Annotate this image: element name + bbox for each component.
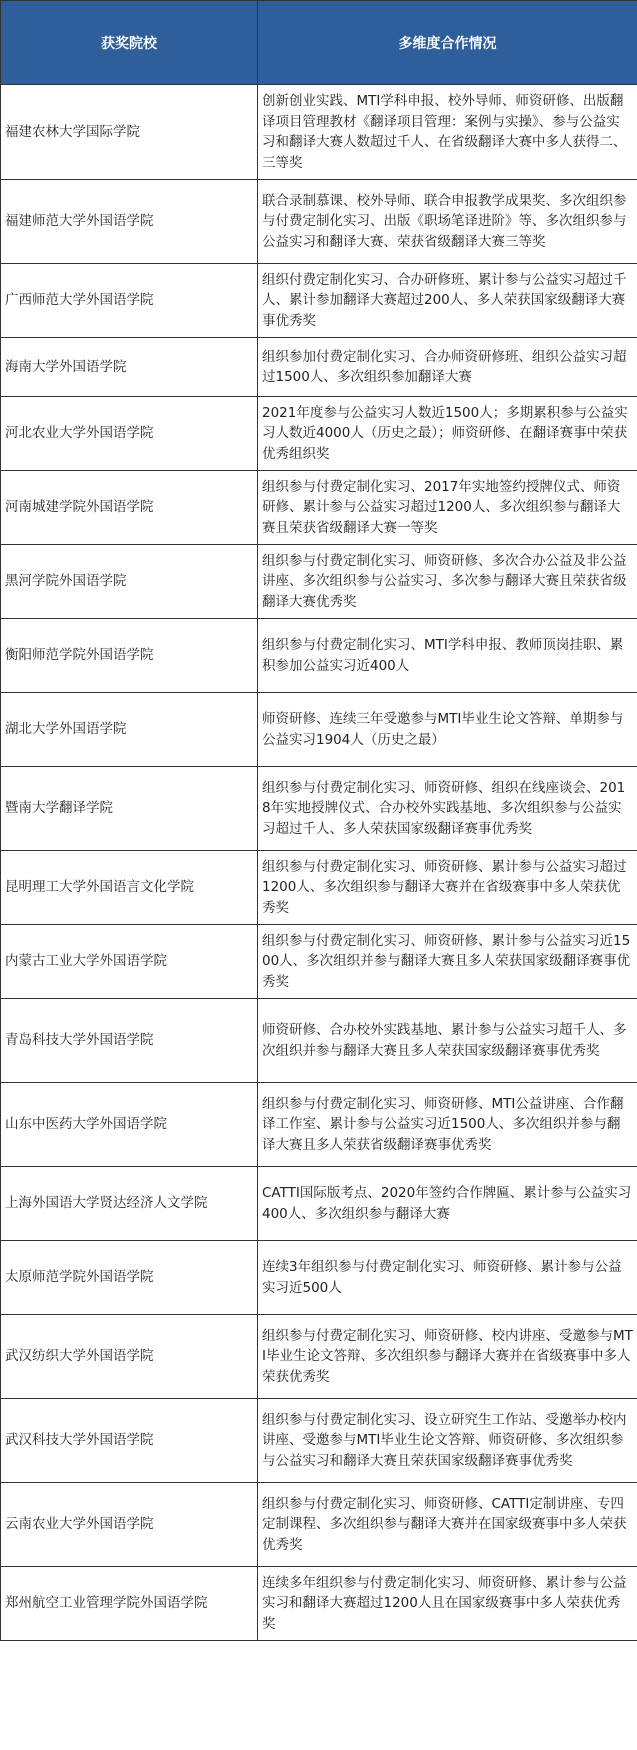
school-cell: 上海外国语大学贤达经济人文学院 xyxy=(1,1167,258,1241)
school-cell: 山东中医药大学外国语学院 xyxy=(1,1083,258,1167)
details-cell: 组织参与付费定制化实习、师资研修、校内讲座、受邀参与MTI毕业生论文答辩、多次组织参与翻译大赛并在省级赛事中多人荣获优秀奖 xyxy=(258,1315,637,1399)
table-row xyxy=(1,1483,637,1567)
table-row xyxy=(1,397,637,471)
table-row xyxy=(1,264,637,338)
table-row xyxy=(1,180,637,264)
details-cell: 组织参与付费定制化实习、2017年实地签约授牌仪式、师资研修、累计参与公益实习超过1200人、多次组织参与翻译大赛且荣获省级翻译大赛一等奖 xyxy=(258,471,637,545)
details-cell: 师资研修、连续三年受邀参与MTI毕业生论文答辩、单期参与公益实习1904人（历史之最） xyxy=(258,693,637,767)
table-row xyxy=(1,1167,637,1241)
table-row xyxy=(1,85,637,180)
details-cell: 师资研修、合办校外实践基地、累计参与公益实习超千人、多次组织并参与翻译大赛且多人荣获国家级翻译赛事优秀奖 xyxy=(258,999,637,1083)
table-row xyxy=(1,1241,637,1315)
table-row xyxy=(1,999,637,1083)
details-cell: CATTI国际版考点、2020年签约合作牌匾、累计参与公益实习400人、多次组织参与翻译大赛 xyxy=(258,1167,637,1241)
school-cell: 昆明理工大学外国语言文化学院 xyxy=(1,851,258,925)
details-cell: 组织参与付费定制化实习、师资研修、组织在线座谈会、2018年实地授牌仪式、合办校外实践基地、多次组织参与公益实习超过千人、多人荣获国家级翻译赛事优秀奖 xyxy=(258,767,637,851)
school-cell: 湖北大学外国语学院 xyxy=(1,693,258,767)
table-row xyxy=(1,851,637,925)
school-cell: 暨南大学翻译学院 xyxy=(1,767,258,851)
school-cell: 郑州航空工业管理学院外国语学院 xyxy=(1,1567,258,1641)
table-row xyxy=(1,767,637,851)
header-school: 获奖院校 xyxy=(1,1,258,85)
details-cell: 组织付费定制化实习、合办研修班、累计参与公益实习超过千人、累计参加翻译大赛超过200人、多人荣获国家级翻译大赛事优秀奖 xyxy=(258,264,637,338)
table-row xyxy=(1,1315,637,1399)
details-cell: 组织参与付费定制化实习、师资研修、多次合办公益及非公益讲座、多次组织参与公益实习、多次参与翻译大赛且荣获省级翻译大赛优秀奖 xyxy=(258,545,637,619)
details-cell: 组织参与付费定制化实习、设立研究生工作站、受邀举办校内讲座、受邀参与MTI毕业生论文答辩、师资研修、多次组织参与公益实习和翻译大赛且荣获国家级翻译赛事优秀奖 xyxy=(258,1399,637,1483)
details-cell: 组织参加付费定制化实习、合办师资研修班、组织公益实习超过1500人、多次组织参加翻译大赛 xyxy=(258,338,637,397)
school-cell: 河南城建学院外国语学院 xyxy=(1,471,258,545)
table-row xyxy=(1,1567,637,1641)
school-cell: 广西师范大学外国语学院 xyxy=(1,264,258,338)
school-cell: 海南大学外国语学院 xyxy=(1,338,258,397)
school-cell: 青岛科技大学外国语学院 xyxy=(1,999,258,1083)
table-header-row xyxy=(1,1,637,85)
table-row xyxy=(1,693,637,767)
school-cell: 黑河学院外国语学院 xyxy=(1,545,258,619)
school-cell: 福建师范大学外国语学院 xyxy=(1,180,258,264)
details-cell: 连续多年组织参与付费定制化实习、师资研修、累计参与公益实习和翻译大赛超过1200人且在国家级赛事中多人荣获优秀奖 xyxy=(258,1567,637,1641)
table-body xyxy=(1,85,637,1641)
table-row xyxy=(1,545,637,619)
details-cell: 连续3年组织参与付费定制化实习、师资研修、累计参与公益实习近500人 xyxy=(258,1241,637,1315)
school-cell: 武汉科技大学外国语学院 xyxy=(1,1399,258,1483)
school-cell: 太原师范学院外国语学院 xyxy=(1,1241,258,1315)
table-row xyxy=(1,1083,637,1167)
table-row xyxy=(1,925,637,999)
details-cell: 组织参与付费定制化实习、师资研修、CATTI定制讲座、专四定制课程、多次组织参与翻译大赛并在国家级赛事中多人荣获优秀奖 xyxy=(258,1483,637,1567)
header-details: 多维度合作情况 xyxy=(258,1,637,85)
details-cell: 组织参与付费定制化实习、师资研修、累计参与公益实习超过1200人、多次组织参与翻译大赛并在省级赛事中多人荣获优秀奖 xyxy=(258,851,637,925)
school-cell: 武汉纺织大学外国语学院 xyxy=(1,1315,258,1399)
table-row xyxy=(1,1399,637,1483)
details-cell: 2021年度参与公益实习人数近1500人；多期累积参与公益实习人数近4000人（历史之最）；师资研修、在翻译赛事中荣获优秀组织奖 xyxy=(258,397,637,471)
school-cell: 福建农林大学国际学院 xyxy=(1,85,258,180)
details-cell: 创新创业实践、MTI学科申报、校外导师、师资研修、出版翻译项目管理教材《翻译项目管理：案例与实操》、参与公益实习和翻译大赛人数超过千人、在省级翻译大赛中多人获得二、三等奖 xyxy=(258,85,637,180)
school-cell: 内蒙古工业大学外国语学院 xyxy=(1,925,258,999)
details-cell: 组织参与付费定制化实习、师资研修、累计参与公益实习近1500人、多次组织并参与翻译大赛且多人荣获国家级翻译赛事优秀奖 xyxy=(258,925,637,999)
table-row xyxy=(1,619,637,693)
table-row xyxy=(1,338,637,397)
school-cell: 衡阳师范学院外国语学院 xyxy=(1,619,258,693)
school-cell: 河北农业大学外国语学院 xyxy=(1,397,258,471)
details-cell: 组织参与付费定制化实习、MTI学科申报、教师顶岗挂职、累积参加公益实习近400人 xyxy=(258,619,637,693)
details-cell: 联合录制慕课、校外导师、联合申报教学成果奖、多次组织参与付费定制化实习、出版《职场笔译进阶》等、多次组织参与公益实习和翻译大赛、荣获省级翻译大赛三等奖 xyxy=(258,180,637,264)
table-row xyxy=(1,471,637,545)
details-cell: 组织参与付费定制化实习、师资研修、MTI公益讲座、合作翻译工作室、累计参与公益实习近1500人、多次组织并参与翻译大赛且多人荣获省级翻译赛事优秀奖 xyxy=(258,1083,637,1167)
school-cell: 云南农业大学外国语学院 xyxy=(1,1483,258,1567)
